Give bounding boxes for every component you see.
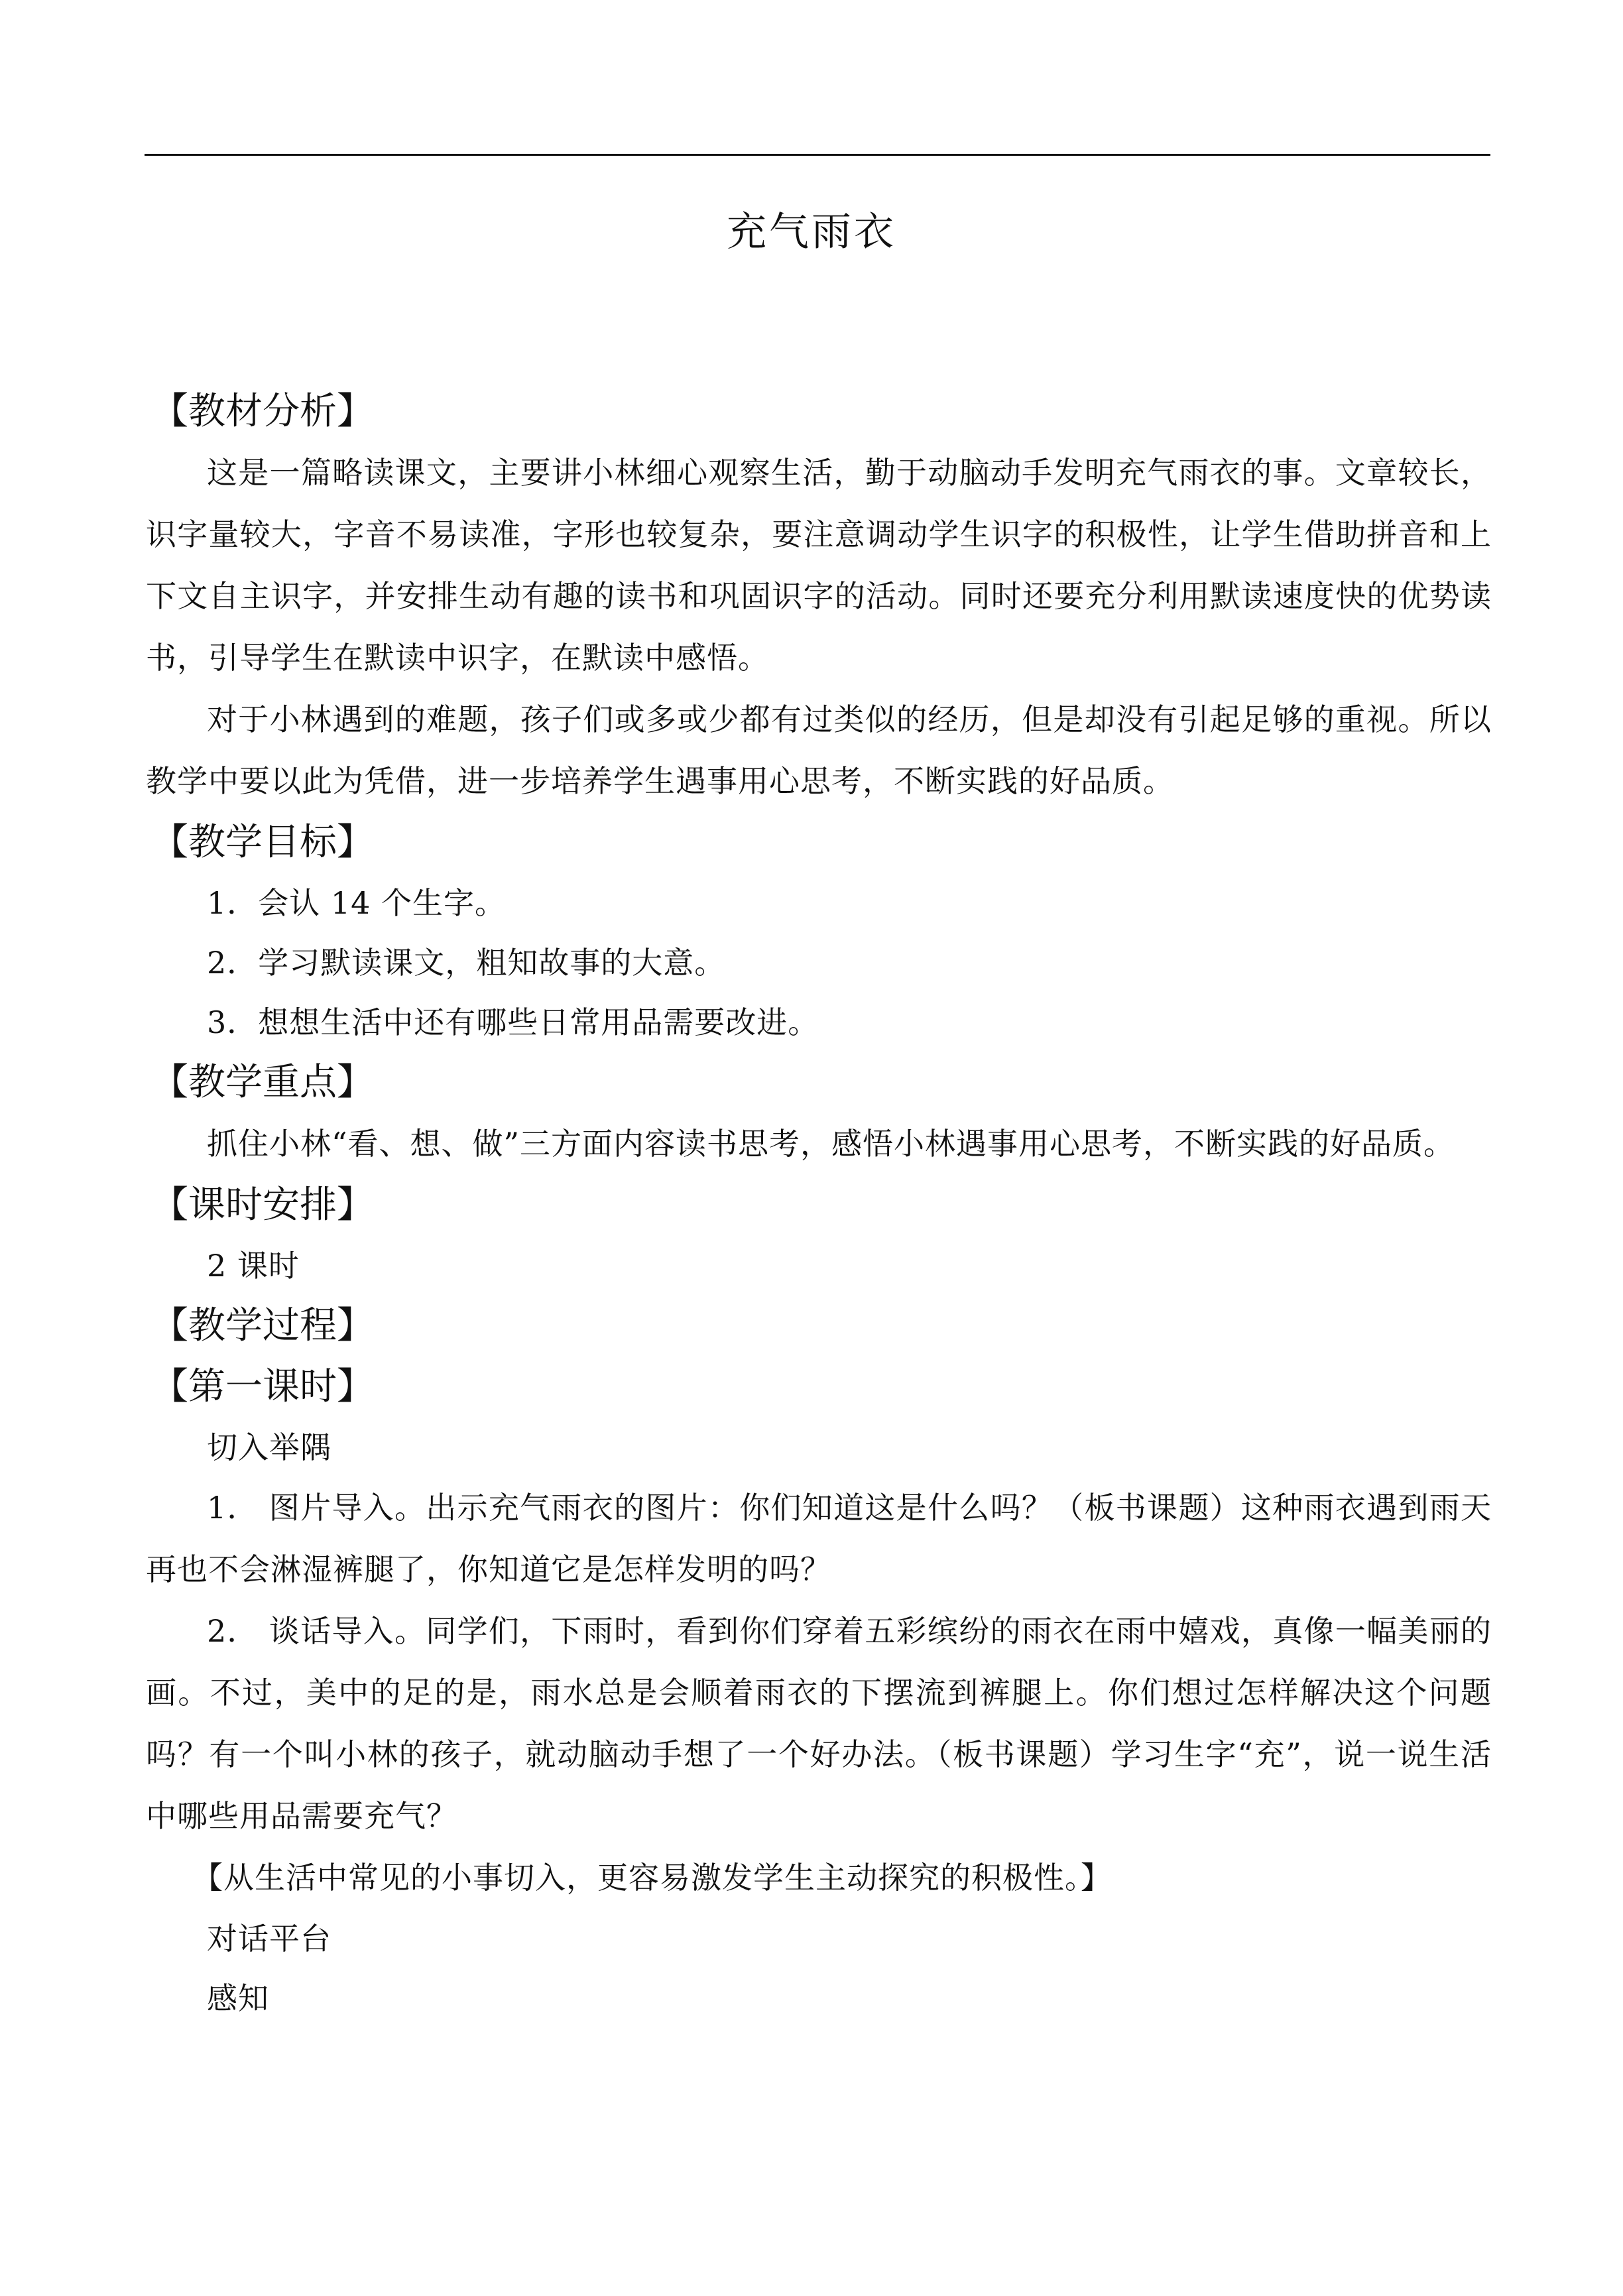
lesson1-subheading-intro: 切入举隅 <box>207 1429 331 1465</box>
analysis-paragraph-1: 这是一篇略读课文，主要讲小林细心观察生活，勤于动脑动手发明充气雨衣的事。文章较长，识字量较大，字音不易读准，字形也较复杂，要注意调动学生识字的积极性，让学生借助拼音和上下文自主识字，并安排生动有趣的读书和巩固识字的活动。同时还要充分利用默读速度快的优势读书，引导学生在默读中识字，在默读中感悟。 <box>146 455 1492 676</box>
heading-focus: 【教学重点】 <box>151 1061 374 1104</box>
heading-schedule: 【课时安排】 <box>151 1183 374 1227</box>
schedule-text: 2 课时 <box>207 1248 300 1284</box>
lesson1-paragraph-2: 2． 谈话导入。同学们，下雨时，看到你们穿着五彩缤纷的雨衣在雨中嬉戏，真像一幅美丽的画。不过，美中的足的是，雨水总是会顺着雨衣的下摆流到裤腿上。你们想过怎样解决这个问题吗？有一个叫小林的孩子，就动脑动手想了一个好办法。（板书课题）学习生字“充”，说一说生活中哪些用品需要充气？ <box>146 1613 1492 1834</box>
heading-lesson-1: 【第一课时】 <box>151 1365 374 1408</box>
analysis-paragraph-2: 对于小林遇到的难题，孩子们或多或少都有过类似的经历，但是却没有引起足够的重视。所以教学中要以此为凭借，进一步培养学生遇事用心思考，不断实践的好品质。 <box>146 701 1492 799</box>
focus-paragraph: 抓住小林“看、想、做”三方面内容读书思考，感悟小林遇事用心思考，不断实践的好品质。 <box>207 1126 1455 1162</box>
document-title: 充气雨衣 <box>727 209 896 255</box>
heading-goals: 【教学目标】 <box>151 821 374 864</box>
lesson1-paragraph-1: 1． 图片导入。出示充气雨衣的图片：你们知道这是什么吗？（板书课题）这种雨衣遇到雨天再也不会淋湿裤腿了，你知道它是怎样发明的吗？ <box>146 1490 1492 1587</box>
goal-item-2: 2．学习默读课文，粗知故事的大意。 <box>207 945 726 981</box>
heading-process: 【教学过程】 <box>151 1304 374 1347</box>
heading-analysis: 【教材分析】 <box>151 390 374 433</box>
lesson1-note: 【从生活中常见的小事切入，更容易激发学生主动探究的积极性。】 <box>192 1860 1112 1896</box>
goal-item-3: 3．想想生活中还有哪些日常用品需要改进。 <box>207 1004 819 1040</box>
header-rule <box>145 154 1490 156</box>
document-body <box>146 381 1492 2028</box>
lesson1-subheading-perception: 感知 <box>207 1980 269 2016</box>
lesson1-subheading-dialogue: 对话平台 <box>207 1921 331 1957</box>
goal-item-1: 1．会认 14 个生字。 <box>207 885 507 921</box>
